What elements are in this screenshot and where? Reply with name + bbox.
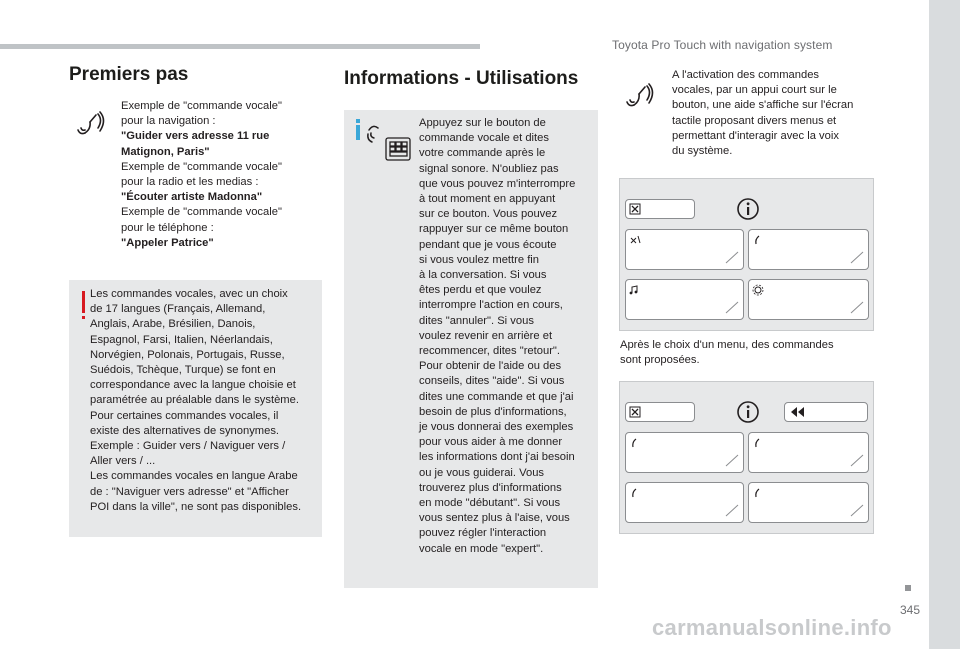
command-button[interactable] [625,482,744,523]
warning-text: Les commandes vocales, avec un choix de 17 langues (Français, Allemand, Anglais, Arabe, Brésilien, Danois, Espagnol, Farsi, Italien, Néerlandais, Norvégien, Polonais, Portugais, Russe, Suédois, Tchèque, Turque) se font en correspondance avec la langue choisie et paramétrée au préalable dans le système. Pour certaines commandes vocales, il existe des alternatives de synonymes. Exemple : Guider vers / Naviguer vers / Aller vers / ... Les commandes vocales en langue Arabe de : "Naviguer vers adresse" et "Afficher POI dans la ville", ne sont pas disponibles. [90,288,302,513]
info-marker-icon [356,125,360,140]
continuation-marker [905,585,911,591]
command-button[interactable] [625,432,744,473]
media-menu-button[interactable] [625,279,744,320]
navigation-menu-button[interactable] [625,229,744,270]
info-text: Appuyez sur le bouton de commande vocale et dites votre commande après le signal sonore. N'oubliez pas que vous pouvez m'interrompre à tout moment en appuyant sur ce bouton. Vous pouvez rappuyer sur ce même bouton pendant que je vous écoute si vous voulez mettre fin à la conversation. Si vous êtes perdu et que voulez interrompre l'action en cours, dites "annuler". Si vous voulez revenir en arrière et recommencer, dites "retour". Pour obtenir de l'aide ou des conseils, dites "aide". Si vous dites une commande et que j'ai besoin de plus d'informations, je vous donnerai des exemples pour vous aider à me donner les informations dont j'ai besoin ou je vous guiderai. Vous trouverez plus d'informations en mode "débutant". Si vous vous sentez plus à l'aise, vous pouvez régler l'interaction vocale en mode "expert". [419,117,576,555]
info-icon[interactable] [736,197,760,226]
activation-text: A l'activation des commandes vocales, par un appui court sur le bouton, une aide s'affiche sur l'écran tactile proposant divers menus et permettant d'interagir avec la voix du système. [672,69,854,158]
voice-example-list [121,99,311,251]
running-header: Toyota Pro Touch with navigation system [612,38,833,52]
page-edge-strip [929,0,960,649]
voice-example-line: Exemple de "commande vocale" pour la radio et les medias : [121,160,282,189]
header-rule [0,44,480,49]
voice-example-line: Exemple de "commande vocale" pour le téléphone : [121,206,282,234]
close-button[interactable] [625,199,695,219]
info-box [344,110,598,588]
voice-example-command: "Appeler Patrice" [121,236,214,249]
watermark: carmanualsonline.info [652,615,892,640]
info-marker-dot [356,119,360,123]
command-button[interactable] [748,482,869,523]
settings-menu-button[interactable] [748,279,869,320]
menu-text: Après le choix d'un menu, des commandes sont proposées. [620,339,834,367]
page-number: 345 [900,603,921,617]
phone-menu-button[interactable] [748,229,869,270]
info-icon[interactable] [736,400,760,429]
command-button[interactable] [748,432,869,473]
warning-marker-dot [82,316,85,319]
voice-command-icon [625,82,655,115]
back-button[interactable] [784,402,868,422]
section-heading-informations: Informations - Utilisations [344,68,579,89]
warning-marker-icon [82,291,85,313]
voice-example-command: "Guider vers adresse 11 rue Matignon, Paris" [121,130,270,158]
voice-command-icon [76,110,106,143]
section-heading-premiers-pas: Premiers pas [69,64,189,85]
voice-commands-screen [619,381,874,534]
voice-help-screen [619,178,874,331]
warning-box [69,280,322,537]
voice-example-command: "Écouter artiste Madonna" [121,191,263,204]
close-button[interactable] [625,402,695,422]
steering-button-icon [385,137,411,166]
voice-example-line: Exemple de "commande vocale" pour la navigation : [121,100,282,128]
